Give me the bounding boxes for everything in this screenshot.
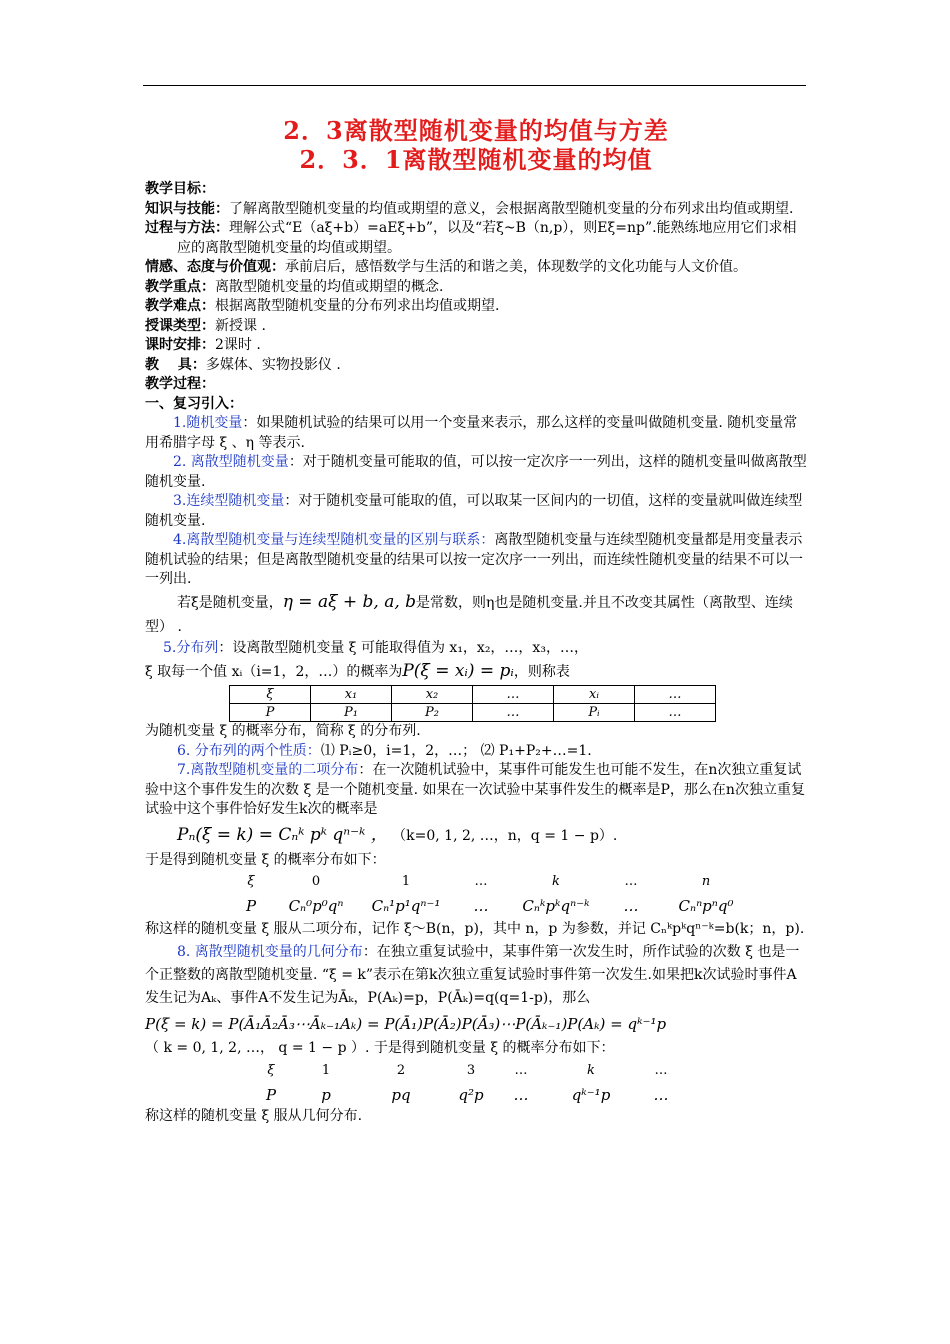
teaching-key-point: 教学重点：离散型随机变量的均值或期望的概念. <box>145 278 444 295</box>
objective-attitude: 情感、态度与价值观：承前启后，感悟数学与生活的和谐之美，体现数学的文化功能与人文价值。 <box>145 259 747 275</box>
binomial-cell: Cₙ¹p¹qⁿ⁻¹ <box>371 897 441 915</box>
binomial-cell: 0 <box>311 874 321 889</box>
distribution-caption: 为随机变量 ξ 的概率分布，简称 ξ 的分布列. <box>145 723 421 739</box>
geometric-formula: P(ξ = k) = P(Ā₁Ā₂Ā₃⋯Āₖ₋₁Aₖ) = P(Ā₁)P(Ā₂)P(Ā₃)⋯P(Āₖ₋₁)P(Aₖ) = qᵏ⁻¹p <box>145 1015 667 1033</box>
review-item-5-prob: ξ 取每一个值 xᵢ（i=1，2，…）的概率为P(ξ = xᵢ) = pᵢ，则称表 <box>145 661 570 681</box>
geometric-cell: 2 <box>396 1062 406 1078</box>
binomial-cell: … <box>474 874 488 889</box>
binomial-cell: ξ <box>247 874 255 889</box>
document-body <box>145 116 807 1126</box>
table-cell: x₁ <box>311 686 392 704</box>
geometric-cell: 3 <box>466 1062 476 1078</box>
review-item-2: 2. 离散型随机变量：对于随机变量可能取的值，可以按一定次序一一列出，这样的随机变量叫做离散型随机变量. <box>145 454 807 490</box>
review-item-4-note: 若ξ是随机变量，η = aξ + b, a, b是常数，则η也是随机变量.并且不改变其属性（离散型、连续型） . <box>145 591 793 635</box>
review-item-3: 3.连续型随机变量：对于随机变量可能取的值，可以取某一区间内的一切值，这样的变量就叫做连续型随机变量. <box>145 493 803 529</box>
table-cell: … <box>635 686 716 704</box>
review-item-1: 1.随机变量：如果随机试验的结果可以用一个变量来表示，那么这样的变量叫做随机变量. 随机变量常用希腊字母 ξ 、η 等表示. <box>145 415 798 451</box>
table-cell: P <box>230 704 311 722</box>
lesson-hours: 课时安排：2课时 . <box>145 337 261 353</box>
geometric-cell: … <box>513 1085 529 1104</box>
binomial-cell: Cₙᵏpᵏqⁿ⁻ᵏ <box>522 897 590 915</box>
table-cell: P₁ <box>311 704 392 722</box>
process-heading: 教学过程： <box>145 376 215 392</box>
distribution-table <box>229 685 716 722</box>
geometric-cell: P <box>265 1085 277 1104</box>
binomial-row-values <box>145 870 807 894</box>
binomial-row-probs <box>145 894 807 918</box>
geometric-cell: q²p <box>458 1085 484 1104</box>
review-item-5: 5.分布列：设离散型随机变量 ξ 可能取得值为 x₁，x₂，…，x₃，…， <box>163 639 588 656</box>
binomial-cell: k <box>552 874 560 889</box>
binomial-cell: … <box>623 897 639 915</box>
review-item-4: 4.离散型随机变量与连续型随机变量的区别与联系：离散型随机变量与连续型随机变量都是用变量表示随机试验的结果；但是离散型随机变量的结果可以按一定次序一一列出，而连续性随机变量的结果不可以一一列出. <box>145 532 803 587</box>
geometric-cell: ξ <box>267 1062 275 1078</box>
geometric-cell: p <box>321 1085 331 1104</box>
binomial-conclusion: 称这样的随机变量 ξ 服从二项分布，记作 ξ～B(n，p)，其中 n，p 为参数，并记 Cₙᵏpᵏqⁿ⁻ᵏ=b(k；n，p). <box>145 921 805 937</box>
binomial-formula: Pₙ(ξ = k) = Cₙᵏ pᵏ qⁿ⁻ᵏ ， （k=0, 1, 2, …，n，q = 1 − p）. <box>177 824 618 845</box>
geometric-cell: pq <box>391 1085 411 1104</box>
table-cell: … <box>635 704 716 722</box>
geometric-cell: … <box>653 1085 669 1104</box>
binomial-cell: Cₙⁿpⁿq⁰ <box>678 897 734 915</box>
geometric-formula-tail: （ k = 0, 1, 2, …， q = 1 − p ）. 于是得到随机变量 ξ 的概率分布如下： <box>145 1040 615 1056</box>
table-cell: ξ <box>230 686 311 704</box>
geometric-row-probs <box>145 1083 807 1107</box>
lesson-type: 授课类型：新授课 . <box>145 317 266 334</box>
table-cell: … <box>473 686 554 704</box>
geometric-cell: 1 <box>321 1062 331 1078</box>
geometric-cell: qᵏ⁻¹p <box>571 1085 611 1104</box>
binomial-cell: … <box>624 874 638 889</box>
binomial-intro: 于是得到随机变量 ξ 的概率分布如下： <box>145 851 386 868</box>
binomial-cell: Cₙ⁰p⁰qⁿ <box>288 897 344 915</box>
table-cell: P₂ <box>392 704 473 722</box>
section-title: 2．3离散型随机变量的均值与方差 <box>283 116 669 145</box>
table-row <box>230 704 716 722</box>
table-cell: … <box>473 704 554 722</box>
binomial-cell: n <box>701 874 711 889</box>
teaching-tools: 教 具：多媒体、实物投影仪 . <box>145 356 341 373</box>
geometric-conclusion: 称这样的随机变量 ξ 服从几何分布. <box>145 1107 363 1124</box>
subsection-title: 2．3．1离散型随机变量的均值 <box>299 145 653 174</box>
table-cell: xᵢ <box>554 686 635 704</box>
header-rule <box>143 85 806 86</box>
table-row <box>230 686 716 704</box>
review-item-8: 8. 离散型随机变量的几何分布：在独立重复试验中，某事件第一次发生时，所作试验的次数 ξ 也是一个正整数的离散型随机变量. “ξ = k”表示在第k次独立重复试验时事件第一次发生.如果把k次试验时事件A发生记为Aₖ、事件A不发生记为Āₖ，P(Aₖ)=p，P(Āₖ)=q(q=1-p)，那么 <box>145 944 800 1006</box>
table-cell: x₂ <box>392 686 473 704</box>
geometric-cell: k <box>587 1062 595 1078</box>
review-heading: 一、复习引入： <box>145 395 243 412</box>
geometric-cell: … <box>514 1062 528 1078</box>
binomial-cell: P <box>245 897 257 915</box>
binomial-cell: … <box>473 897 489 915</box>
table-cell: Pᵢ <box>554 704 635 722</box>
review-item-7: 7.离散型随机变量的二项分布：在一次随机试验中，某事件可能发生也可能不发生，在n次独立重复试验中这个事件发生的次数 ξ 是一个随机变量. 如果在一次试验中某事件发生的概率是P，那么在n次独立重复试验中这个事件恰好发生k次的概率是 <box>145 762 805 817</box>
objective-knowledge: 知识与技能：了解离散型随机变量的均值或期望的意义，会根据离散型随机变量的分布列求出均值或期望. <box>145 200 794 217</box>
binomial-cell: 1 <box>401 874 411 889</box>
objectives-heading: 教学目标： <box>145 181 215 197</box>
teaching-difficulty: 教学难点：根据离散型随机变量的分布列求出均值或期望. <box>145 298 500 314</box>
geometric-row-values <box>145 1059 807 1083</box>
objective-process: 过程与方法：理解公式“E（aξ+b）=aEξ+b”，以及“若ξ~B（n,p），则Eξ=np”.能熟练地应用它们求相应的离散型随机变量的均值或期望。 <box>145 220 797 256</box>
review-item-6: 6. 分布列的两个性质：⑴ Pᵢ≥0，i=1，2，…； ⑵ P₁+P₂+…=1. <box>177 742 592 759</box>
geometric-cell: … <box>654 1062 668 1078</box>
